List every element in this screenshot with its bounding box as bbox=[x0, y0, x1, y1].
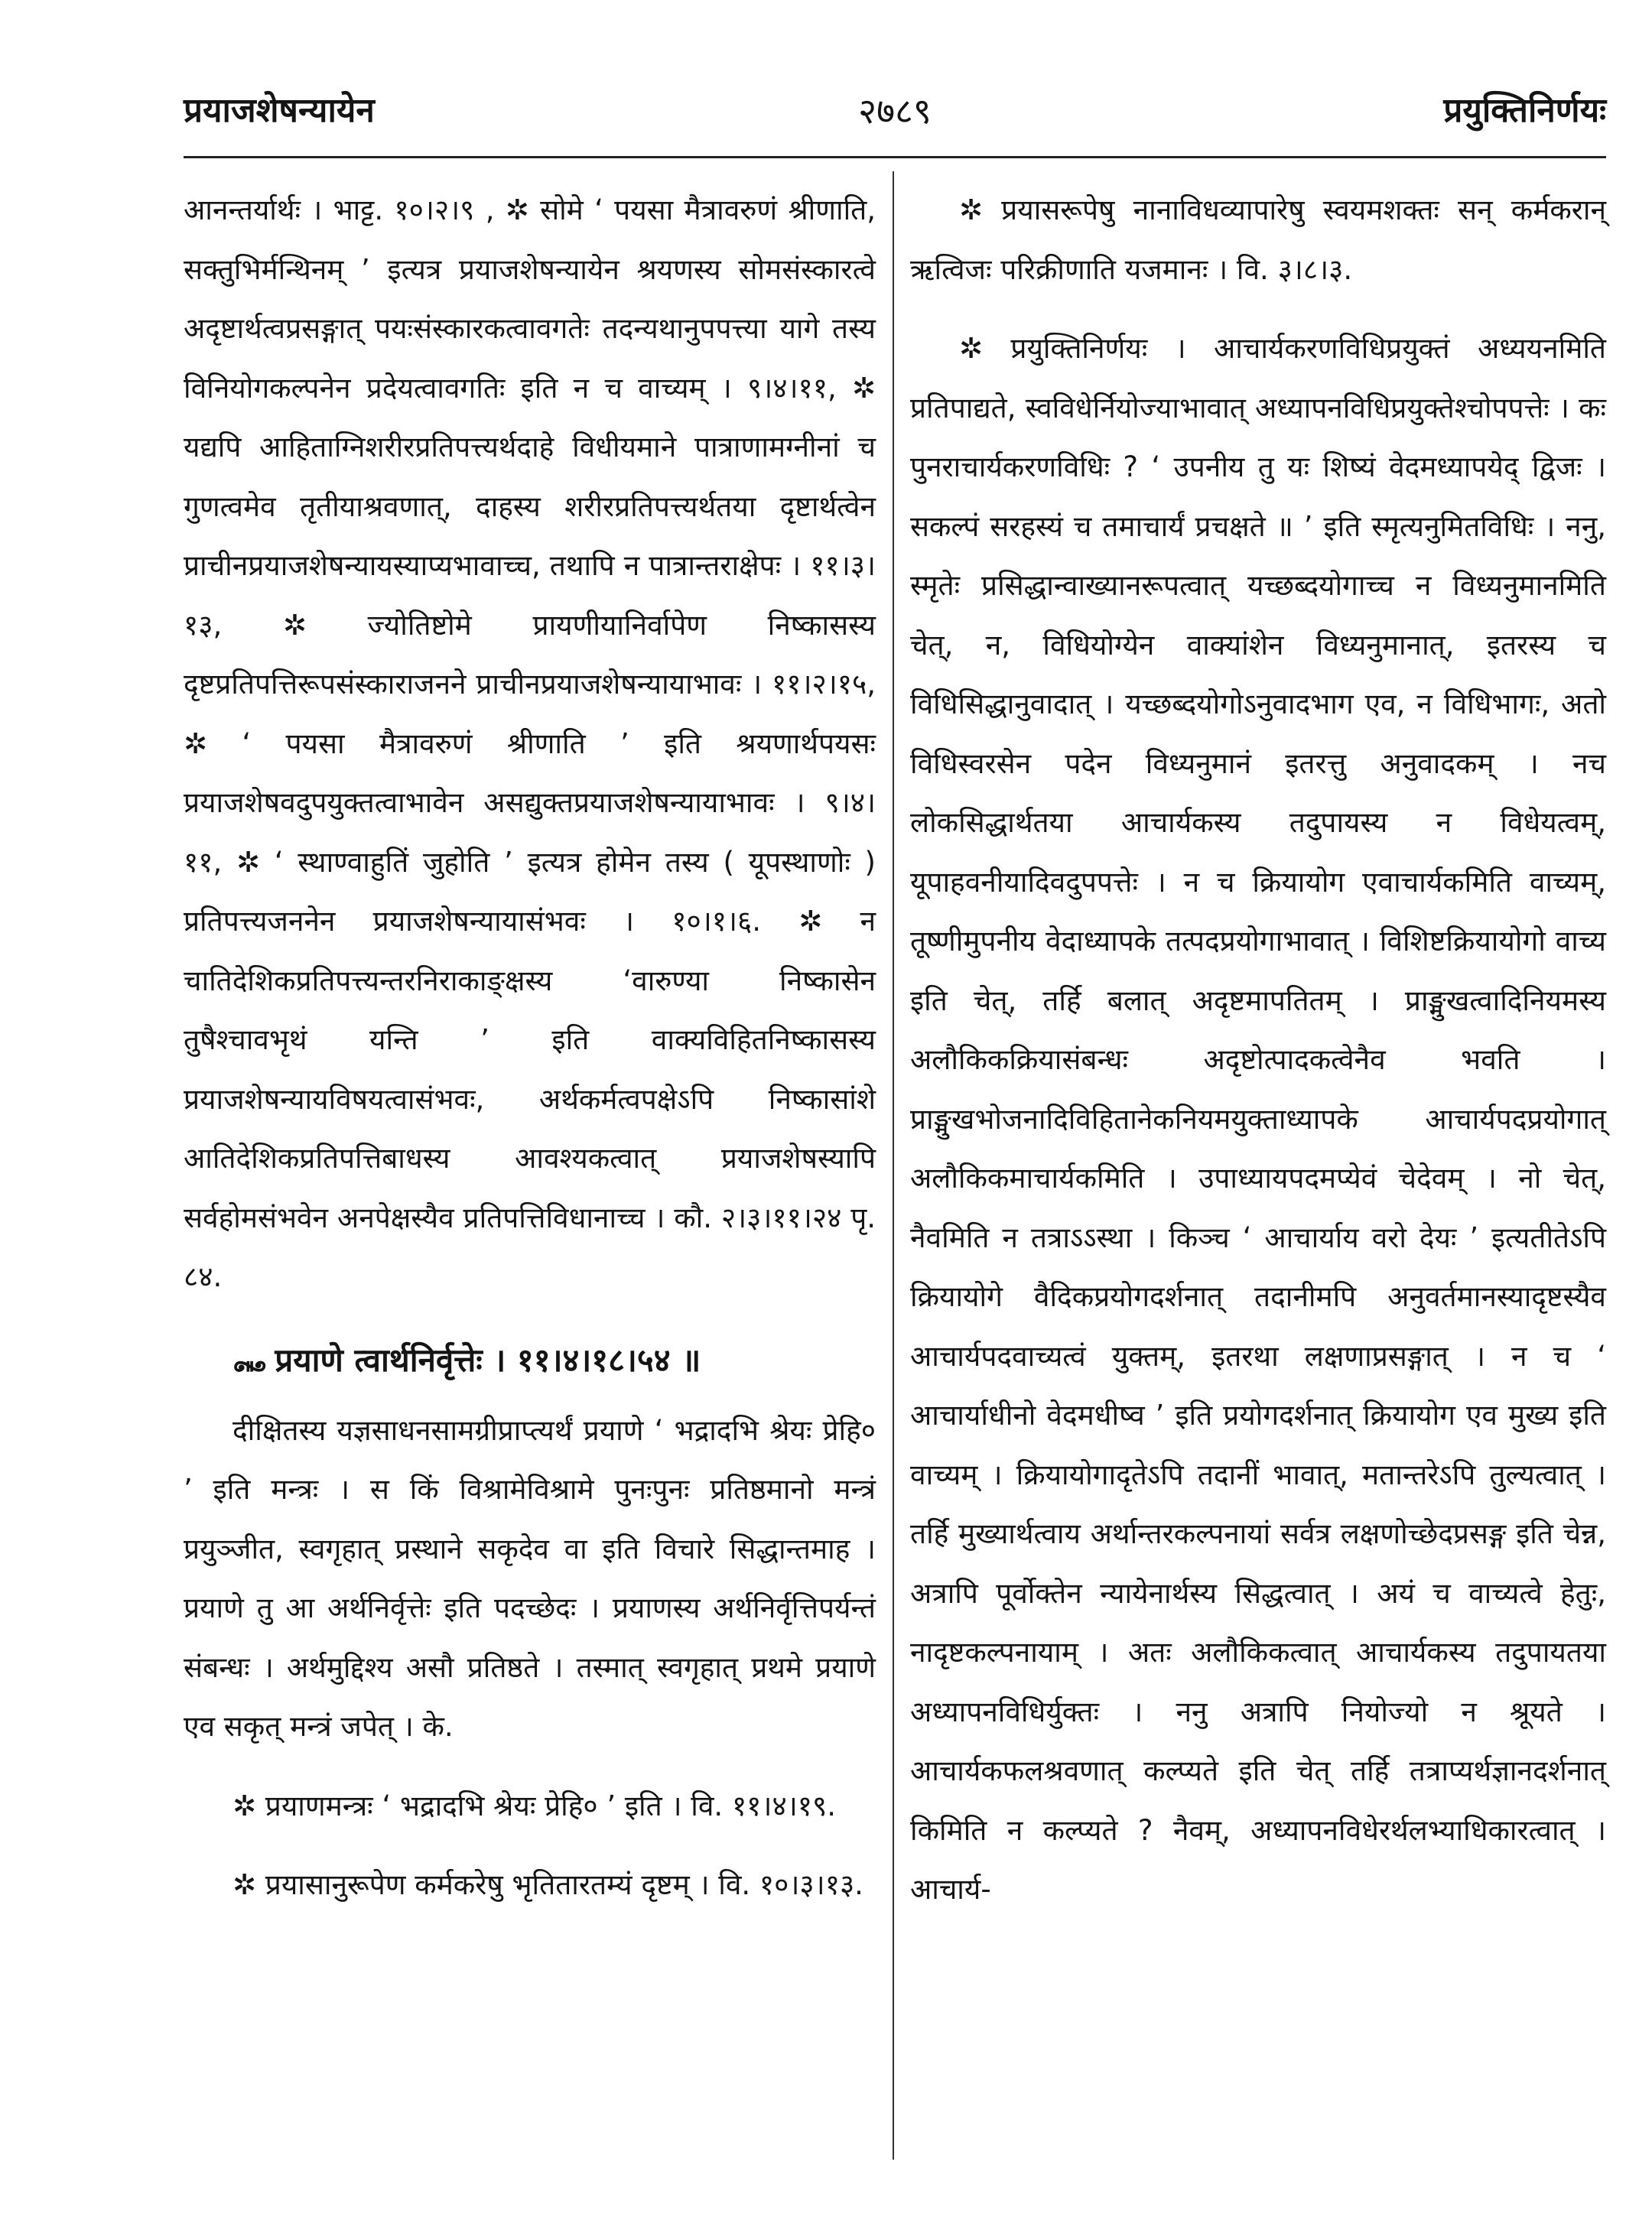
left-paragraph-3: ✲ प्रयाणमन्त्रः ‘ भद्रादभि श्रेयः प्रेहि० ’ इति । वि. ११।४।१९. bbox=[233, 1789, 836, 1822]
section-heading bbox=[184, 1330, 876, 1392]
running-head-left: प्रयाजशेषन्यायेन bbox=[184, 91, 375, 130]
page-number: २७८९ bbox=[858, 90, 932, 132]
right-paragraph-1: ✲ प्रयासरूपेषु नानाविधव्यापारेषु स्वयमशक्तः सन् कर्मकरान् ऋत्विजः परिक्रीणाति यजमानः । वि. ३।८।३. bbox=[910, 193, 1606, 286]
left-column bbox=[184, 180, 876, 1915]
page-header bbox=[184, 76, 1606, 145]
right-paragraph-2: ✲ प्रयुक्तिनिर्णयः । आचार्यकरणविधिप्रयुक्तं अध्ययनमिति प्रतिपाद्यते, स्वविधेर्नियोज्याभावात् अध्यापनविधिप्रयुक्तेश्चोपपत्तेः । कः पुनराचार्यकरणविधिः ? ‘ उपनीय तु यः शिष्यं वेदमध्यापयेद् द्विजः । सकल्पं सरहस्यं च तमाचार्यं प्रचक्षते ॥ ’ इति स्मृत्यनुमितविधिः । ननु, स्मृतेः प्रसिद्धान्वाख्यानरूपत्वात् यच्छब्दयोगाच्च न विध्यनुमानमिति चेत्, न, विधियोग्येन वाक्यांशेन विध्यनुमानात्, इतरस्य च विधिसिद्धानुवादात् । यच्छब्दयोगोऽनुवादभाग एव, न विधिभागः, अतो विधिस्वरसेन पदेन विध्यनुमानं इतरत्तु अनुवादकम् । नच लोकसिद्धार्थतया आचार्यकस्य तदुपायस्य न विधेयत्वम्, यूपाहवनीयादिवदुपपत्तेः । न च क्रियायोग एवाचार्यकमिति वाच्यम्, तूष्णीमुपनीय वेदाध्यापके तत्पदप्रयोगाभावात् । विशिष्टक्रियायोगो वाच्य इति चेत्, तर्हि बलात् अदृष्टमापतितम् । प्राङ्मुखत्वादिनियमस्य अलौकिकक्रियासंबन्धः अदृष्टोत्पादकत्वेनैव भवति । प्राङ्मुखभोजनादिविहितानेकनियमयुक्ताध्यापके आचार्यपदप्रयोगात् अलौकिकमाचार्यकमिति । उपाध्यायपदमप्येवं चेदेवम् । नो चेत्, नैवमिति न तत्राऽऽस्था । किञ्च ‘ आचार्याय वरो देयः ’ इत्यतीतेऽपि क्रियायोगे वैदिकप्रयोगदर्शनात् तदानीमपि अनुवर्तमानस्यादृष्टस्यैव आचार्यपदवाच्यत्वं युक्तम्, इतरथा लक्षणाप्रसङ्गात् । न च ‘ आचार्याधीनो वेदमधीष्व ’ इति प्रयोगदर्शनात् क्रियायोग एव मुख्य इति वाच्यम् । क्रियायोगादृतेऽपि तदानीं भावात्, मतान्तरेऽपि तुल्यत्वात् । तर्हि मुख्यार्थत्वाय अर्थान्तरकल्पनायां सर्वत्र लक्षणोच्छेदप्रसङ्ग इति चेन्न, अत्रापि पूर्वोक्तेन न्यायेनार्थस्य सिद्धत्वात् । अयं च वाच्यत्वे हेतुः, नादृष्टकल्पनायाम् । अतः अलौकिकत्वात् आचार्यकस्य तदुपायतया अध्यापनविधिर्युक्तः । ननु अत्रापि नियोज्यो न श्रूयते । आचार्यकफलश्रवणात् कल्प्यते इति चेत् तर्हि तत्राप्यर्थज्ञानदर्शनात् किमिति न कल्प्यते ? नैवम्, अध्यापनविधेरर्थलभ्याधिकारत्वात् । आचार्य- bbox=[910, 332, 1606, 1906]
section-heading-text: प्रयाणे त्वार्थनिर्वृत्तेः । ११।४।१८।५४ ॥ bbox=[275, 1341, 701, 1379]
left-paragraph-2: दीक्षितस्य यज्ञसाधनसामग्रीप्राप्त्यर्थं प्रयाणे ‘ भद्रादभि श्रेयः प्रेहि० ’ इति मन्त्रः । स किं विश्रामेविश्रामे पुनःपुनः प्रतिष्ठमानो मन्त्रं प्रयुञ्जीत, स्वगृहात् प्रस्थाने सकृदेव वा इति विचारे सिद्धान्तमाह । प्रयाणे तु आ अर्थनिर्वृत्तेः इति पदच्छेदः । प्रयाणस्य अर्थनिर्वृत्तिपर्यन्तं संबन्धः । अर्थमुद्दिश्य असौ प्रतिष्ठते । तस्मात् स्वगृहात् प्रथमे प्रयाणे एव सकृत् मन्त्रं जपेत् । के. bbox=[184, 1413, 876, 1743]
left-paragraph-1: आनन्तर्यार्थः । भाट्ट. १०।२।९ , ✲ सोमे ‘ पयसा मैत्रावरुणं श्रीणाति, सक्तुभिर्मन्थिनम् ’ इत्यत्र प्रयाजशेषन्यायेन श्रयणस्य सोमसंस्कारत्वे अदृष्टार्थत्वप्रसङ्गात् पयःसंस्कारकत्वावगतेः तदन्यथानुपपत्त्या यागे तस्य विनियोगकल्पनेन प्रदेयत्वावगतिः इति न च वाच्यम् । ९।४।११, ✲ यद्यपि आहिताग्निशरीरप्रतिपत्त्यर्थदाहे विधीयमाने पात्राणामग्नीनां च गुणत्वमेव तृतीयाश्रवणात्, दाहस्य शरीरप्रतिपत्त्यर्थतया दृष्टार्थत्वेन प्राचीनप्रयाजशेषन्यायस्याप्यभावाच्च, तथापि न पात्रान्तराक्षेपः । ११।३।१३, ✲ ज्योतिष्टोमे प्रायणीयानिर्वापेण निष्कासस्य दृष्टप्रतिपत्तिरूपसंस्काराजनने प्राचीनप्रयाजशेषन्यायाभावः । ११।२।१५, ✲ ‘ पयसा मैत्रावरुणं श्रीणाति ’ इति श्रयणार्थपयसः प्रयाजशेषवदुपयुक्तत्वाभावेन असद्युक्तप्रयाजशेषन्यायाभावः । ९।४।११, ✲ ‘ स्थाण्वाहुतिं जुहोति ’ इत्यत्र होमेन तस्य ( यूपस्थाणोः ) प्रतिपत्त्यजननेन प्रयाजशेषन्यायासंभवः । १०।१।६. ✲ न चातिदेशिकप्रतिपत्त्यन्तरनिराकाङ्क्षस्य ‘वारुण्या निष्कासेन तुषैश्चावभृथं यन्ति ’ इति वाक्यविहितनिष्कासस्य प्रयाजशेषन्यायविषयत्वासंभवः, अर्थकर्मत्वपक्षेऽपि निष्कासांशे आतिदेशिकप्रतिपत्तिबाधस्य आवश्यकत्वात् प्रयाजशेषस्यापि सर्वहोमसंभवेन अनपेक्षस्यैव प्रतिपत्तिविधानाच्च । कौ. २।३।११।२४ पृ. ८४. bbox=[184, 193, 876, 1293]
column-divider bbox=[893, 171, 894, 2160]
header-rule bbox=[184, 156, 1606, 158]
left-paragraph-4: ✲ प्रयासानुरूपेण कर्मकरेषु भृतितारतम्यं दृष्टम् । वि. १०।३।१३. bbox=[233, 1868, 863, 1901]
section-symbol-icon: ꘏ bbox=[233, 1343, 268, 1379]
right-column bbox=[910, 180, 1606, 1920]
running-head-right: प्रयुक्तिनिर्णयः bbox=[1443, 91, 1606, 130]
